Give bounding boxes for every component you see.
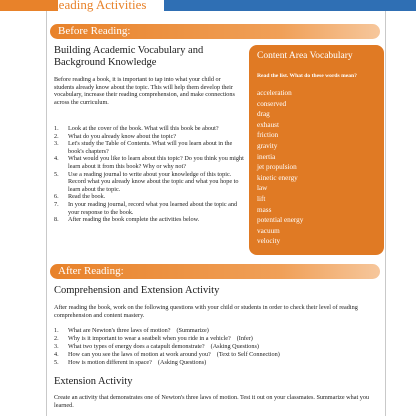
step-text: What would you like to learn about this topic? Do you think you might learn about it from this book? Why or why not? <box>68 155 244 170</box>
vocabulary-subtitle: Read the list. What do these words mean? <box>257 73 357 79</box>
before-reading-bar <box>50 24 380 39</box>
question-number: 5. <box>54 359 59 366</box>
step-number: 6. <box>54 193 59 201</box>
before-reading-label: Before Reading: <box>58 25 131 37</box>
question-text: What are Newton's three laws of motion? <box>68 327 171 334</box>
step-item <box>54 201 244 216</box>
step-number: 1. <box>54 125 59 132</box>
step-text: In your reading journal, record what you learned about the topic and your response to the book. <box>68 200 238 216</box>
before-intro: Before reading a book, it is important to tap into what your child or students already know about the topic. This will help them develop their vocabulary, increase their reading comprehension, and make connections across the curriculum. <box>54 76 235 106</box>
step-number: 3. <box>54 140 59 148</box>
question-number: 4. <box>54 351 59 358</box>
vocabulary-word: friction <box>257 131 279 140</box>
step-item <box>54 216 244 224</box>
question-text: How is motion different in space? <box>68 359 152 366</box>
question-skill-tag: (Text to Self Connection) <box>216 351 280 358</box>
vocabulary-word: conserved <box>257 99 287 108</box>
page-title: Reading Activities <box>50 0 147 12</box>
step-item <box>54 155 244 170</box>
step-number: 7. <box>54 200 59 208</box>
vocabulary-word: law <box>257 184 268 193</box>
step-text: After reading the book complete the activities below. <box>68 216 200 224</box>
question-item <box>54 359 374 367</box>
question-skill-tag: (Infer) <box>236 335 253 342</box>
vocabulary-word: jet propulsion <box>257 163 297 172</box>
question-number: 3. <box>54 343 59 350</box>
vocabulary-title: Content Area Vocabulary <box>257 51 353 61</box>
after-intro: After reading the book, work on the following questions with your child or students in order to check their level of reading comprehension and content mastery. <box>54 304 358 319</box>
question-item <box>54 327 374 335</box>
question-text: How can you see the laws of motion at work around you? <box>68 351 211 358</box>
vocabulary-word: vacuum <box>257 226 280 235</box>
step-item <box>54 133 244 141</box>
vocabulary-word: velocity <box>257 237 281 246</box>
vocabulary-word: kinetic energy <box>257 173 298 182</box>
question-text: What two types of energy does a catapult demonstrate? <box>68 343 205 350</box>
question-number: 2. <box>54 335 59 342</box>
extension-heading: Extension Activity <box>54 376 133 387</box>
after-heading: Comprehension and Extension Activity <box>54 285 220 296</box>
step-number: 4. <box>54 155 59 163</box>
vocabulary-word: gravity <box>257 141 278 150</box>
vocabulary-word: lift <box>257 194 266 203</box>
comprehension-questions <box>54 327 374 367</box>
question-item <box>54 335 374 343</box>
vocabulary-word: mass <box>257 205 272 214</box>
step-text: Use a reading journal to write about your knowledge of this topic. Record what you already know about the topic and what you hope to learn about the topic. <box>68 170 239 193</box>
question-item <box>54 343 374 351</box>
vocabulary-box <box>249 45 384 255</box>
step-number: 5. <box>54 170 59 178</box>
question-skill-tag: (Summarize) <box>176 327 209 334</box>
vocabulary-word: inertia <box>257 152 276 161</box>
vocabulary-word: drag <box>257 110 270 119</box>
step-item <box>54 193 244 201</box>
step-number: 8. <box>54 216 59 224</box>
before-heading: Building Academic Vocabulary and Background Knowledge <box>54 45 204 68</box>
step-item <box>54 171 244 194</box>
before-steps-list <box>54 125 244 224</box>
question-item <box>54 351 374 359</box>
vocabulary-list <box>257 88 303 247</box>
question-skill-tag: (Asking Questions) <box>157 359 207 366</box>
after-reading-bar <box>50 264 380 279</box>
step-text: Let's study the Table of Contents. What will you learn about in the book's chapters? <box>68 140 233 155</box>
step-text: Look at the cover of the book. What will this book be about? <box>68 125 219 132</box>
question-text: Why is it important to wear a seatbelt when you ride in a vehicle? <box>68 335 231 342</box>
step-item <box>54 140 244 155</box>
question-number: 1. <box>54 327 59 334</box>
step-text: What do you already know about the topic? <box>68 132 177 140</box>
step-text: Read the book. <box>68 193 106 201</box>
extension-text: Create an activity that demonstrates one of Newton's three laws of motion. Test it out on your classmates. Summarize what you learned. <box>54 394 370 409</box>
step-number: 2. <box>54 132 59 140</box>
vocabulary-word: acceleration <box>257 89 292 97</box>
vocabulary-word: potential energy <box>257 216 304 225</box>
vocabulary-word: exhaust <box>257 120 279 129</box>
question-skill-tag: (Asking Questions) <box>210 343 259 350</box>
step-item <box>54 125 244 133</box>
banner-blue-block <box>164 0 416 11</box>
after-reading-label: After Reading: <box>58 265 124 277</box>
